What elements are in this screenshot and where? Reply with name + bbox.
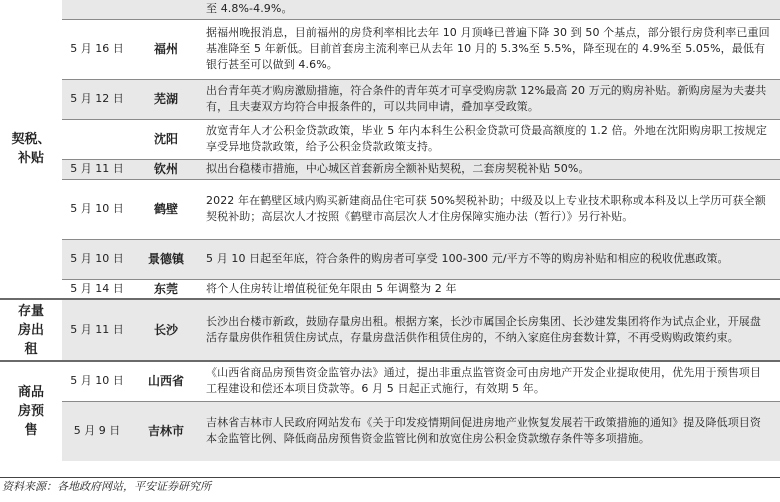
content-cell: 5 月 10 日起至年底，符合条件的购房者可享受 100-300 元/平方不等的购房补贴和相应的税收优惠政策。: [200, 239, 780, 279]
city-cell: 长沙: [132, 299, 200, 361]
date-cell: 5 月 10 日: [62, 239, 132, 279]
date-cell: 5 月 16 日: [62, 19, 132, 79]
source-note: 资料来源：各地政府网站，平安证券研究所: [2, 480, 211, 493]
table-row: [0, 299, 780, 361]
date-cell: 5 月 12 日: [62, 79, 132, 119]
date-cell: 5 月 10 日: [62, 361, 132, 401]
table-row: [0, 19, 780, 79]
content-cell: 2022 年在鹤壁区域内购买新建商品住宅可获 50%契税补助；中级及以上专业技术职称或本科及以上学历可获全额契税补助；高层次人才按照《鹤壁市高层次人才住房保障实施办法（暂行）》另行补贴。: [200, 179, 780, 239]
content-cell: 据福州晚报消息，目前福州的房贷利率相比去年 10 月顶峰已普遍下降 30 到 50 个基点，部分银行房贷利率已重回基准降至 5 年新低。目前首套房主流利率已从去年 10 月的 5.3%至 5.5%，降至现在的 4.9%至 5.05%，最低有银行甚至可以做到 4.6%。: [200, 19, 780, 79]
city-cell: 福州: [132, 19, 200, 79]
table-row: [0, 159, 780, 179]
table-row: [0, 0, 780, 19]
category-cell: [0, 299, 62, 361]
table-row: [0, 279, 780, 299]
content-cell: 放宽青年人才公积金贷款政策，毕业 5 年内本科生公积金贷款可贷最高额度的 1.2 倍。外地在沈阳购房职工按规定享受异地贷款政策，给予公积金贷款政策支持。: [200, 119, 780, 159]
date-cell: 5 月 11 日: [62, 299, 132, 361]
content-cell: 拟出台稳楼市措施，中心城区首套新房全额补贴契税，二套房契税补贴 50%。: [200, 159, 780, 179]
content-cell: 长沙出台楼市新政，鼓励存量房出租。根据方案，长沙市属国企长房集团、长沙建发集团将作为试点企业，开展盘活存量房供作租赁住房试点，存量房盘活供作租赁住房的，不纳入家庭住房套数计算，不再受购购政策约束。: [200, 299, 780, 361]
city-cell: [132, 0, 200, 19]
content-cell: 《山西省商品房预售资金监管办法》通过，提出非重点监管资金可由房地产开发企业提取使用，优先用于预售项目工程建设和偿还本项目贷款等。6 月 5 日起正式施行，有效期 5 年。: [200, 361, 780, 401]
category-cell: [0, 0, 62, 299]
category-label: 商品房预售: [17, 385, 44, 438]
city-cell: 东莞: [132, 279, 200, 299]
date-cell: 5 月 14 日: [62, 279, 132, 299]
city-cell: 鹤壁: [132, 179, 200, 239]
city-cell: 山西省: [132, 361, 200, 401]
content-cell: 出台青年英才购房激励措施，符合条件的青年英才可享受购房款 12%最高 20 万元的购房补贴。新购房屋为夫妻共有，且夫妻双方均符合申报条件的，可以共同申请，叠加享受政策。: [200, 79, 780, 119]
category-cell: [0, 361, 62, 461]
content-cell: 吉林省吉林市人民政府网站发布《关于印发疫情期间促进房地产业恢复发展若干政策措施的通知》提及降低项目资本金监管比例、降低商品房预售资金监管比例和放宽住房公积金贷款缴存条件等多项措施。: [200, 401, 780, 461]
table-row: [0, 79, 780, 119]
table-row: [0, 119, 780, 159]
table-row: [0, 239, 780, 279]
date-cell: [62, 119, 132, 159]
category-label: 契税、补贴: [11, 132, 51, 166]
date-cell: 5 月 10 日: [62, 179, 132, 239]
city-cell: 吉林市: [132, 401, 200, 461]
city-cell: 钦州: [132, 159, 200, 179]
city-cell: 沈阳: [132, 119, 200, 159]
date-cell: 5 月 11 日: [62, 159, 132, 179]
content-cell: 将个人住房转让增值税征免年限由 5 年调整为 2 年: [200, 279, 780, 299]
date-cell: 5 月 9 日: [62, 401, 132, 461]
city-cell: 芜湖: [132, 79, 200, 119]
date-cell: [62, 0, 132, 19]
table-row: [0, 179, 780, 239]
table-row: [0, 401, 780, 461]
category-label: 存量房出租: [17, 303, 44, 357]
content-cell: 至 4.8%-4.9%。: [200, 0, 780, 19]
table-row: [0, 361, 780, 401]
city-cell: 景德镇: [132, 239, 200, 279]
